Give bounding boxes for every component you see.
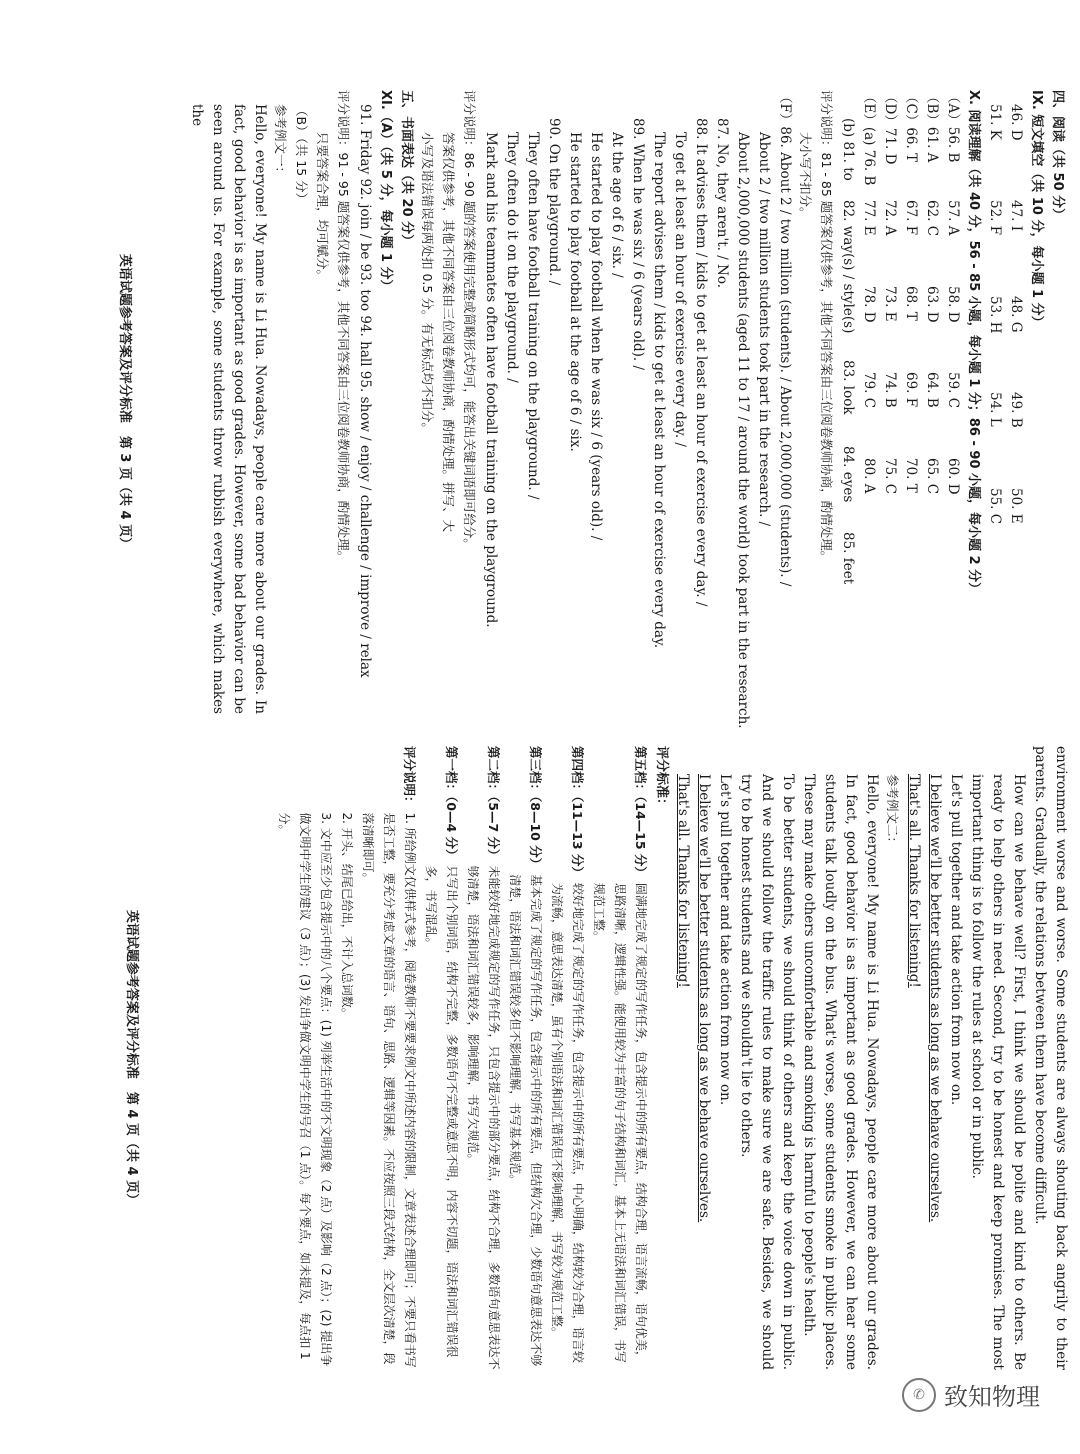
grade-level-1: [420, 746, 462, 1370]
answer-cell: 67. F: [903, 200, 919, 236]
answer-cell: 68. T: [903, 286, 919, 321]
watermark-text: 致知物理: [944, 1383, 1040, 1411]
sample-essay-2-paragraph: To be better students, we should think of others and keep the voice down in public. And we should follow the traffic rules to make sure we are safe. Besides, we should try to be honest students and we shouldn't lie to others.: [738, 774, 796, 1370]
answer-90-alt: Mark and his teammates often have football training on the playground.: [483, 132, 499, 628]
answer-86-alt: About 2 / two million students took part in the research. /: [756, 132, 772, 527]
answer-88: 88. It advises them / kids to get at least an hour of exercise every day. /: [693, 118, 709, 607]
reading-answers-row-e: [858, 90, 879, 714]
scoring-note-item: 2. 开头、结尾已给出，不计入总词数。: [340, 812, 354, 1020]
answer-cell: 80. A: [861, 458, 877, 494]
answer-cell: 58. D: [945, 286, 961, 323]
answer-cell: 82. way(s) / style(s): [840, 200, 856, 334]
reading-comprehension-title: X. 阅读理解（共 40 分，56 - 85 小题，每小题 1 分；86 - 90 小题，每小题 2 分）: [966, 90, 981, 596]
answer-cell: 54. L: [987, 392, 1003, 427]
answer-cell: 60. D: [945, 458, 961, 495]
answer-cell: （D）71. D: [882, 90, 898, 165]
sample-essay-2-label: 参考例文二：: [885, 774, 900, 850]
cloze-answers-row-1: [1005, 90, 1026, 714]
grade-level-3: [504, 746, 546, 1370]
grade-label: 第二档：（5—7 分）: [486, 746, 501, 862]
grade-label: 第四档：（11—13 分）: [570, 746, 585, 879]
answer-cell: 75. C: [882, 458, 898, 495]
answer-90-alt: They often do it on the playground. /: [504, 132, 520, 383]
answer-cell: 79. C: [861, 372, 877, 409]
cloze-answers-row-2: [984, 90, 1005, 714]
scoring-note: 评分说明：91 - 95 题答案仅供参考，其他不同答案由三位阅卷教师协商，酌情处理。: [336, 90, 351, 564]
answer-cell: （C）66. T: [903, 90, 919, 163]
answer-cell: 48. G: [1008, 296, 1024, 333]
answer-cell: 72. A: [882, 200, 898, 236]
answer-cell: 73. E: [882, 286, 898, 322]
answer-cell: （E）(a) 76. B: [861, 90, 877, 186]
source-watermark: [902, 1377, 1040, 1412]
sample-essay-1-label: 参考例文一：: [273, 104, 288, 180]
answer-86-alt: About 2,000,000 students (aged 11 to 17 / around the world) took part in the research.: [735, 132, 751, 729]
scoring-note: 小写及语法错误每两处扣 0.5 分。有无标点均不扣分。: [420, 132, 435, 435]
answer-cell: 84. eyes: [840, 446, 856, 503]
answer-cell: 64. B: [924, 372, 940, 408]
answer-cell: 74. B: [882, 372, 898, 408]
scoring-note: 答案仅供参考，其他不同答案由三位阅卷教师协商，酌情处理。拼写、大: [441, 132, 456, 533]
grade-level-2: [462, 746, 504, 1370]
criteria-title: 评分标准：: [654, 746, 669, 812]
answer-87: 87. No, they aren't. / No.: [714, 118, 730, 289]
answer-cell: 55. C: [987, 488, 1003, 525]
section-reading-title: 四、阅读（共 50 分）: [1050, 90, 1065, 222]
grade-description: 未能较好地完成规定的写作任务，只包含提示中的部分要点，结构不合理，多数语句意思表达不够清楚，语法和词汇错误较多，影响理解，书写欠规范。: [466, 865, 501, 1370]
section-writing-title: 五、书面表达（共 20 分）: [399, 90, 414, 248]
page-footer: 英语试题参考答案及评分标准 第 4 页（共 4 页）: [124, 909, 139, 1207]
scoring-note: 评分说明：81 - 85 题答案仅供参考，其他不同答案由三位阅卷教师协商，酌情处理。: [819, 90, 834, 564]
answer-cell: 59. C: [945, 372, 961, 409]
scoring-notes: [273, 746, 420, 1370]
answer-cell: 70. T: [903, 458, 919, 493]
answer-cell: 51. K: [987, 104, 1003, 140]
reading-answers-row-c: [900, 90, 921, 714]
answer-90-alt: They often have football training on the playground. /: [525, 132, 541, 500]
answer-cell: 57. A: [945, 200, 961, 236]
answer-cell: 46. D: [1008, 104, 1024, 141]
reading-answers-row-b: [921, 90, 942, 714]
answer-89: 89. When he was six / 6 (years old). /: [630, 118, 646, 371]
grade-level-4: [546, 746, 588, 1370]
answer-cell: 53. H: [987, 296, 1003, 334]
scoring-note-item: 1. 所给例文仅供样式参考，阅卷教师不要要求例文中所述内容的限制，文章表述合理即可；不要只看书写是否工整，要充分考虑文章的语言、语句、思路、逻辑等因素。不应按照三段式结构，全文层次清楚，段落清晰即可。: [361, 812, 417, 1368]
answer-89-alt: He started to play football at the age of 6 / six.: [567, 132, 583, 452]
answer-cell: 77. E: [861, 200, 877, 236]
answer-cell: 83. look: [840, 360, 856, 415]
grade-description: 基本完成了规定的写作任务，包含提示中的所有要点，但结构欠合理，少数语句意思表达不够清楚，语法和词汇错误较多但不影响理解，书写基本规范。: [508, 874, 543, 1367]
writing-a-answers: 91. Friday 92. join / be 93. too 94. hall 95. show / enjoy / challenge / improve / relax: [357, 104, 373, 678]
answer-89-alt: At the age of 6 / six. /: [609, 132, 625, 278]
answer-89-alt: He started to play football when he was six / 6 (years old). /: [588, 132, 604, 541]
answer-cell: （A）56. B: [945, 90, 961, 163]
sample-essay-2-paragraph: Hello, everyone! My name is Li Hua. Nowadays, people care more about our grades. In fact, good behavior is as important as good grades. However, we can hear some students talk loudly on the bus. What's worse, some students smoke in public places. These may make others uncomfortable and smoking is harmful to people's health.: [801, 774, 880, 1370]
wechat-icon: ✆: [902, 1378, 936, 1412]
grade-label: 第一档：（0—4 分）: [444, 746, 459, 862]
grade-description: 只写出个别词语，结构不完整，多数语句不完整或意思不明，内容不切题，语法和词汇错误很多，书写混乱。: [424, 865, 459, 1358]
writing-b-title: （B）（共 15 分）: [294, 104, 309, 206]
sample-essay-1-continued: environment worse and worse. Some students are always shouting back angrily to their parents. Gradually, the relations between them have become difficult.: [1032, 746, 1069, 1370]
sample-essay-1-paragraph: I believe we'll be better students as long as we behave ourselves.: [927, 774, 943, 1223]
scoring-note: 大小写不扣分。: [798, 132, 813, 220]
answer-cell: 47. I: [1008, 200, 1024, 232]
answer-cell: 63. D: [924, 286, 940, 323]
sample-essay-2-paragraph: Let's pull together and take action from now on.: [717, 774, 733, 1106]
notes-label: 评分说明：: [402, 746, 417, 809]
writing-a-title: XI.（A）（共 5 分，每小题 1 分）: [378, 90, 393, 293]
page-footer: 英语试题参考答案及评分标准 第 3 页（共 4 页）: [117, 253, 132, 551]
answer-cell: (b) 81. to: [840, 118, 856, 181]
answer-cell: 65. C: [924, 458, 940, 495]
scoring-note: 评分说明：86 - 90 题的答案使用完整或简略形式均可，能答出关键词语即可给分。: [462, 90, 477, 551]
reading-answers-row-d: [879, 90, 900, 714]
cloze-title: IX. 短文填空（共 10 分，每小题 1 分）: [1029, 90, 1044, 329]
sample-essay-1-paragraph: How can we behave well? First, I think we should be polite and kind to others. Be ready to help others in need. Second, try to be honest and keep promises. The most important thing is to follow the rules at school or in public.: [969, 774, 1027, 1370]
answer-page-4: [115, 738, 1075, 1378]
sample-essay-2-paragraph: I believe we'll be better students as long as we behave ourselves.: [696, 774, 712, 1223]
answer-cell: 50. E: [1008, 488, 1024, 524]
answer-88-alt: To get at least an hour of exercise every day. /: [672, 132, 688, 447]
reading-answers-row-a: [942, 90, 963, 714]
grade-description: 较好地完成了规定的写作任务，包含提示中的所有要点，中心明确，结构较为合理，语言较为流畅，意思表达清楚，虽有个别语法和词汇错误但不影响理解，书写较为规范工整。: [550, 882, 585, 1363]
sample-essay-1-paragraph: Let's pull together and take action from now on.: [948, 774, 964, 1106]
answer-cell: 62. C: [924, 200, 940, 237]
grade-level-5: [588, 746, 651, 1370]
answer-88-alt: The report advises them / kids to get at least an hour of exercise every day.: [651, 132, 667, 649]
sample-essay-2-closing: That's all. Thanks for listening!: [675, 774, 691, 988]
grade-description: 圆满地完成了规定的写作任务，包含提示中的所有要点，结构合理，语言流畅，语句优美，思路清晰，逻辑性强。能使用较为丰富的句子结构和词汇，基本上无语法和词汇错误，书写规范工整。: [592, 882, 648, 1363]
answer-cell: 78. D: [861, 286, 877, 323]
answer-cell: 49. B: [1008, 392, 1024, 428]
scoring-note: 只要答案合理，均可赋分。: [315, 132, 330, 283]
answer-86: （F）86. About 2 / two million (students). / About 2,000,000 (students). /: [777, 90, 793, 587]
grade-label: 第五档：（14—15 分）: [633, 746, 648, 879]
answer-cell: （B）61. A: [924, 90, 940, 163]
answer-90: 90. On the playground. /: [546, 118, 562, 286]
answer-page-3: [108, 82, 1072, 729]
sample-essay-1-closing: That's all. Thanks for listening!: [906, 774, 922, 988]
sample-essay-1-paragraph: Hello, everyone! My name is Li Hua. Nowadays, people care more about our grades. In fact, good behavior is as important as good grades. However, some bad behavior can be seen around us. For example, some students throw rubbish everywhere, which makes the: [189, 104, 268, 714]
grade-label: 第三档：（8—10 分）: [528, 746, 543, 871]
answer-cell: 52. F: [987, 200, 1003, 236]
answer-cell: 85. feet: [840, 532, 856, 585]
reading-answers-row-eb: [837, 90, 858, 714]
answer-cell: 69. F: [903, 372, 919, 408]
scoring-note-item: 3. 文中应至少包含提示中的八个要点：(1) 列举生活中的不文明现象（2 点）及影响（2 点）；(2) 提出争做文明中学生的建议（3 点）；(3) 发出争做文明中学生的号召（1 点）。每个要点，如未提及，每点扣 1 分。: [277, 812, 333, 1367]
